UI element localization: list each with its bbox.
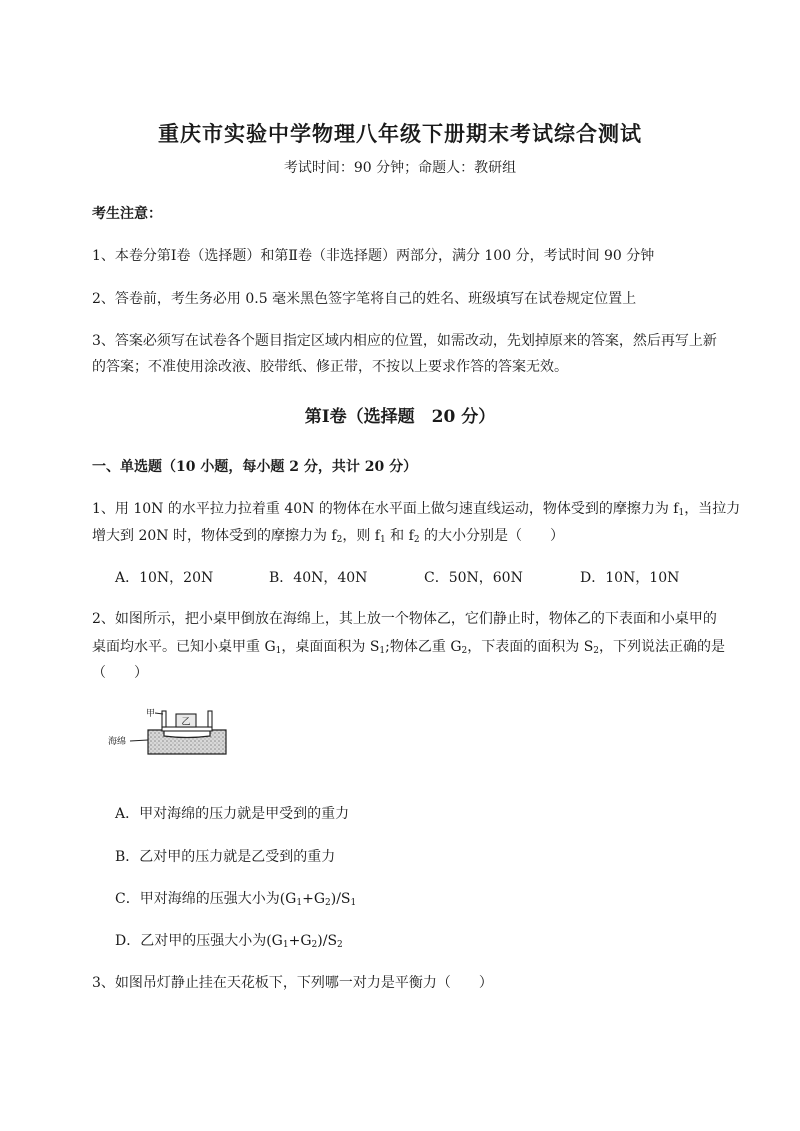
q1-line-1: 1、用 10N 的水平拉力拉着重 40N 的物体在水平面上做匀速直线运动，物体受到的摩擦力为 $f_1$，当拉力 (92, 501, 741, 518)
q1-option-c: C．50N，60N (424, 570, 523, 586)
q3-line-1: 3、如图吊灯静止挂在天花板下，下列哪一对力是平衡力（ ） (92, 975, 493, 991)
q1-option-a: A．10N，20N (115, 570, 214, 586)
q1-option-b: B．40N，40N (269, 570, 368, 586)
q1-line-2: 增大到 20N 时，物体受到的摩擦力为 $f_2$，则 $f_1$ 和 $f_2$ 的大小分别是（ ） (92, 528, 564, 545)
table-on-sponge-figure (102, 704, 230, 756)
q2-line-1: 2、如图所示，把小桌甲倒放在海绵上，其上放一个物体乙，它们静止时，物体乙的下表面和小桌甲的 (92, 611, 717, 627)
notice-item-1: 1、本卷分第Ⅰ卷（选择题）和第Ⅱ卷（非选择题）两部分，满分 100 分，考试时间 90 分钟 (92, 248, 655, 264)
table-leg-left (162, 711, 166, 727)
notice-item-3-line-2: 的答案；不准使用涂改液、胶带纸、修正带，不按以上要求作答的答案无效。 (92, 359, 568, 375)
object-yi-label: 乙 (181, 717, 191, 728)
q2-option-d: D．乙对甲的压强大小为$(G_1+G_2)/S_2$ (115, 933, 343, 950)
q2-line-3: （ ） (92, 665, 148, 681)
sponge-label: 海绵 (108, 737, 127, 747)
exam-title: 重庆市实验中学物理八年级下册期末考试综合测试 (158, 121, 642, 146)
q2-line-2: 桌面均水平。已知小桌甲重 $G_1$，桌面面积为 $S_1$;物体乙重 $G_2$，下表面的面积为 $S_2$，下列说法正确的是 (92, 639, 726, 656)
table-leg-right (208, 711, 212, 727)
table-jia-label: 甲 (146, 709, 156, 719)
q2-option-a: A．甲对海绵的压力就是甲受到的重力 (115, 806, 350, 822)
notice-heading: 考生注意： (92, 206, 162, 222)
q1-option-d: D．10N，10N (580, 570, 680, 586)
exam-subtitle: 考试时间：90 分钟；命题人：教研组 (283, 160, 517, 176)
section-title: 第Ⅰ卷（选择题 20 分） (304, 407, 496, 427)
q2-option-b: B．乙对甲的压力就是乙受到的重力 (115, 849, 336, 865)
table-top (162, 727, 212, 731)
part-heading: 一、单选题（10 小题，每小题 2 分，共计 20 分） (92, 459, 418, 475)
notice-item-3-line-1: 3、答案必须写在试卷各个题目指定区域内相应的位置，如需改动，先划掉原来的答案，然后再写上新 (92, 333, 717, 349)
sponge-shape (148, 730, 226, 754)
sponge-leader-line (130, 740, 148, 741)
notice-item-2: 2、答卷前，考生务必用 0.5 毫米黑色签字笔将自己的姓名、班级填写在试卷规定位置上 (92, 291, 637, 307)
q2-option-c: C．甲对海绵的压强大小为$(G_1+G_2)/S_1$ (115, 891, 357, 908)
